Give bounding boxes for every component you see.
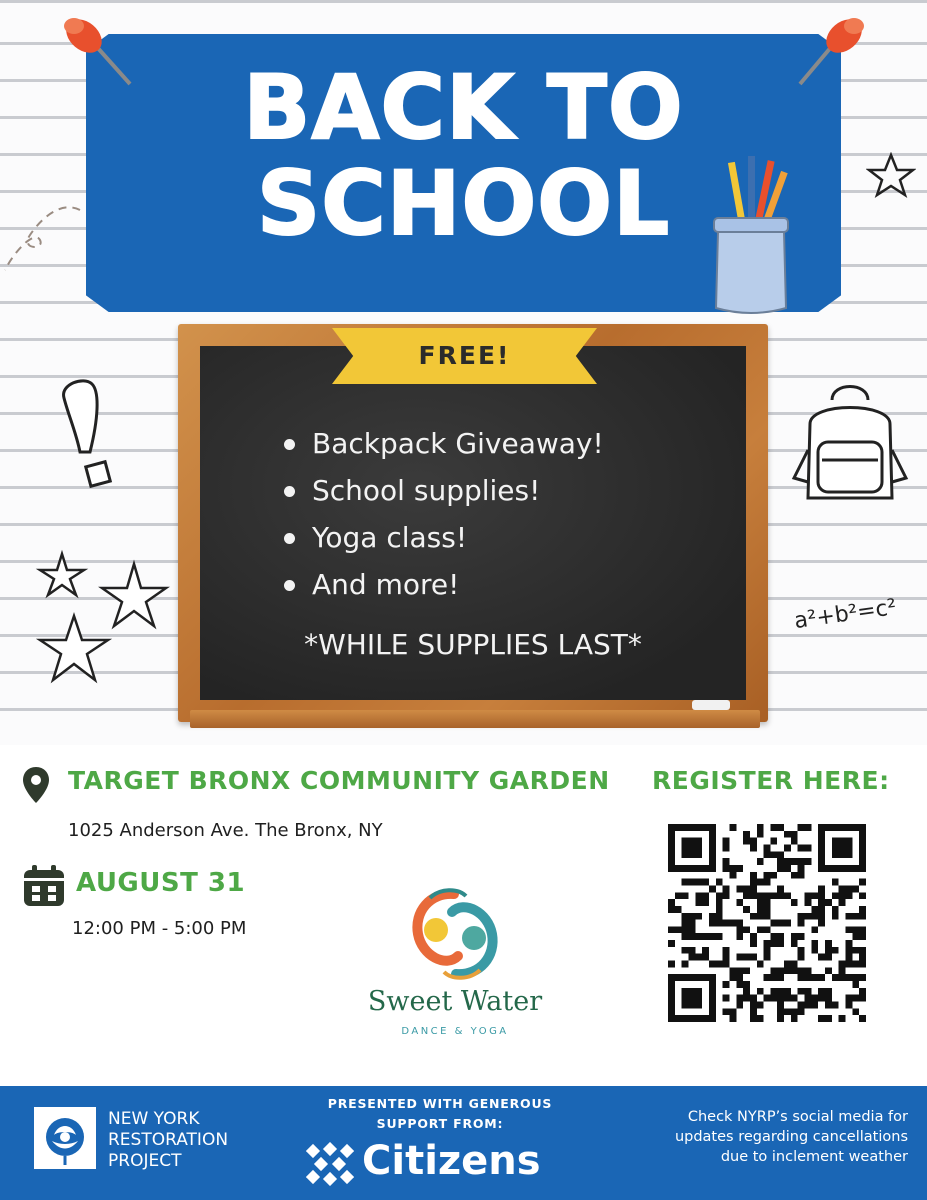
list-item: Yoga class! [284, 514, 604, 561]
location-pin-icon [22, 766, 50, 804]
star-doodle-icon [866, 152, 916, 198]
partner-tagline: DANCE & YOGA [401, 1026, 509, 1037]
calendar-icon [22, 864, 66, 908]
stars-doodle-icon [34, 548, 174, 698]
citizens-logo-icon [306, 1142, 354, 1186]
sweet-water-logo-icon [400, 884, 510, 984]
list-item: And more! [284, 561, 604, 608]
org-line: NEW YORK [108, 1109, 200, 1129]
weather-notice [600, 1107, 908, 1167]
math-formula-doodle: a²+b²=c² [792, 594, 899, 635]
exclamation-doodle-icon [54, 376, 124, 492]
sponsor-name: Citizens [362, 1138, 541, 1184]
chalk-stick [692, 700, 730, 710]
partner-name: Sweet Water [367, 986, 543, 1017]
presented-by-text: PRESENTED WITH GENEROUS SUPPORT FROM: [327, 1096, 553, 1131]
org-line: PROJECT [108, 1151, 182, 1171]
location-name: TARGET BRONX COMMUNITY GARDEN [68, 766, 610, 795]
supplies-note: *WHILE SUPPLIES LAST* [304, 628, 642, 661]
chalkboard-ledge [190, 710, 760, 728]
push-pin-left-icon [56, 8, 136, 88]
giveaway-list [284, 420, 604, 608]
notice-line: Check NYRP’s social media for [687, 1109, 908, 1125]
nyrp-rose-logo-icon [34, 1107, 96, 1169]
notice-line: updates regarding cancellations [674, 1129, 908, 1145]
pencil-jar-icon [706, 152, 796, 320]
notice-line: due to inclement weather [720, 1149, 908, 1165]
register-label: REGISTER HERE: [652, 766, 890, 795]
event-time: 12:00 PM - 5:00 PM [72, 918, 247, 939]
list-item: Backpack Giveaway! [284, 420, 604, 467]
event-date: AUGUST 31 [76, 868, 246, 898]
location-address: 1025 Anderson Ave. The Bronx, NY [68, 820, 383, 841]
list-item: School supplies! [284, 467, 604, 514]
registration-qr-code[interactable] [668, 824, 866, 1022]
nyrp-name [108, 1109, 228, 1172]
title-line-2: SCHOOL [256, 152, 671, 255]
title-line-1: BACK TO [243, 56, 684, 159]
org-line: RESTORATION [108, 1130, 229, 1150]
push-pin-right-icon [792, 8, 872, 88]
free-badge: FREE! [418, 341, 511, 370]
backpack-doodle-icon [788, 378, 912, 506]
